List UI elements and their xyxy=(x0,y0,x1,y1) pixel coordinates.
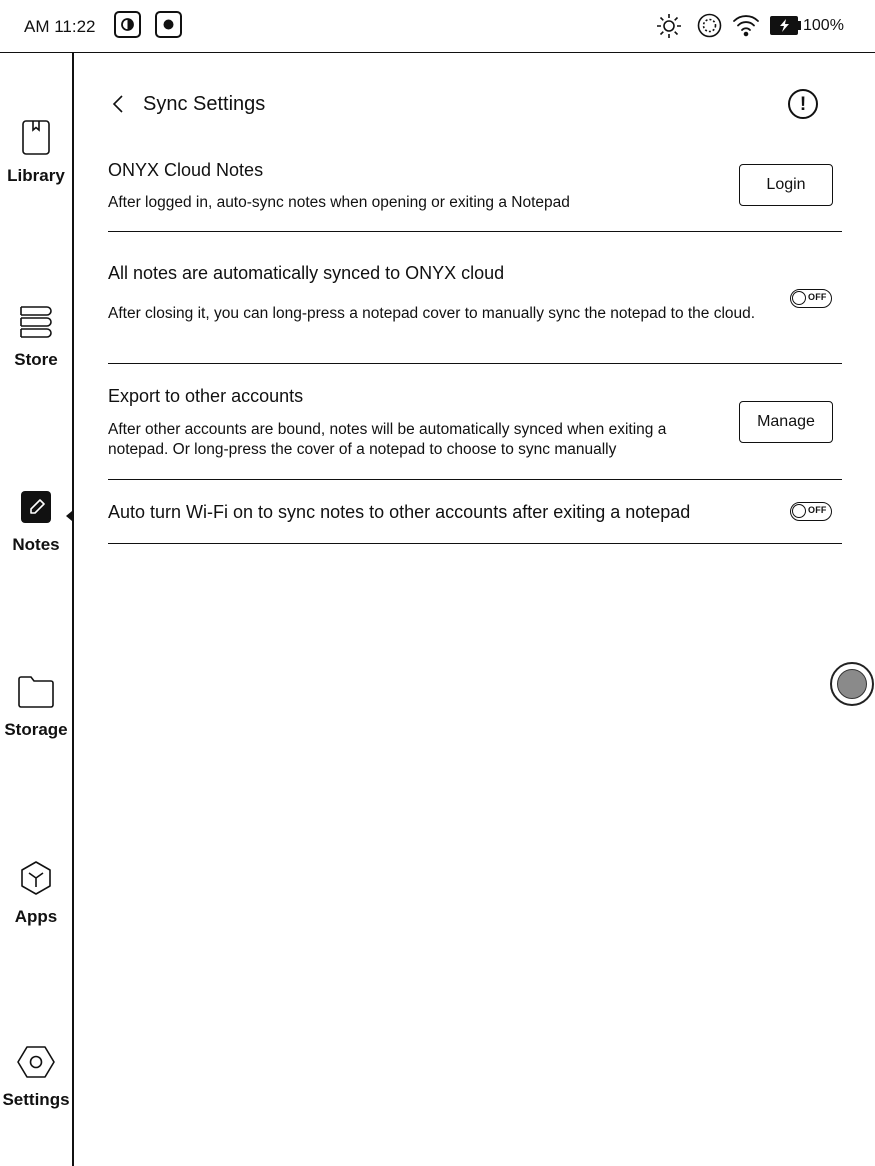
sidebar-label-library: Library xyxy=(7,166,65,185)
settings-icon xyxy=(0,1045,72,1084)
divider xyxy=(108,363,842,364)
sidebar-label-store: Store xyxy=(14,350,58,369)
active-item-pointer xyxy=(66,511,72,521)
sidebar-item-apps[interactable] xyxy=(0,860,72,927)
sidebar-item-store[interactable] xyxy=(0,305,72,370)
sidebar-label-apps: Apps xyxy=(14,907,58,926)
folder-icon xyxy=(0,675,72,714)
sidebar-label-notes: Notes xyxy=(12,535,60,554)
auto-wifi-title: Auto turn Wi-Fi on to sync notes to other accounts after exiting a notepad xyxy=(108,502,691,522)
sidebar-label-settings: Settings xyxy=(2,1090,70,1109)
auto-sync-description: After closing it, you can long-press a notepad cover to manually sync the notepad to the cloud. xyxy=(108,305,756,322)
sidebar-item-notes[interactable] xyxy=(0,490,72,555)
sidebar-item-storage[interactable] xyxy=(0,675,72,740)
auto-sync-title: All notes are automatically synced to ONYX cloud xyxy=(108,263,505,283)
export-accounts-title: Export to other accounts xyxy=(108,386,304,406)
status-time: AM 11:22 xyxy=(24,17,96,36)
auto-sync-toggle[interactable] xyxy=(790,289,832,308)
floating-ball-button[interactable] xyxy=(830,662,874,706)
toggle-knob xyxy=(792,291,806,305)
sidebar xyxy=(0,53,74,1166)
refresh-mode-icon[interactable] xyxy=(696,12,723,44)
toggle-state-label: OFF xyxy=(808,292,827,302)
contrast-mode-icon[interactable] xyxy=(114,11,141,38)
auto-wifi-toggle[interactable] xyxy=(790,502,832,521)
divider xyxy=(108,479,842,480)
book-icon xyxy=(0,119,72,160)
store-icon xyxy=(0,305,72,344)
info-icon[interactable]: ! xyxy=(788,89,818,119)
cloud-notes-description: After logged in, auto-sync notes when opening or exiting a Notepad xyxy=(108,194,570,211)
divider xyxy=(108,543,842,544)
floating-ball-icon xyxy=(837,669,867,699)
toggle-knob xyxy=(792,504,806,518)
wifi-icon[interactable] xyxy=(731,12,761,44)
cloud-notes-title: ONYX Cloud Notes xyxy=(108,160,264,180)
page-title: Sync Settings xyxy=(143,93,266,115)
apps-icon xyxy=(0,860,72,901)
status-bar xyxy=(0,0,875,53)
battery-charging-icon xyxy=(769,15,802,41)
record-icon[interactable] xyxy=(155,11,182,38)
sidebar-label-storage: Storage xyxy=(4,720,68,739)
sidebar-item-library[interactable] xyxy=(0,119,72,186)
toggle-state-label: OFF xyxy=(808,505,827,515)
battery-level: 100% xyxy=(803,17,844,34)
back-button[interactable] xyxy=(108,92,130,116)
divider xyxy=(108,231,842,232)
login-button[interactable]: Login xyxy=(739,164,833,206)
notes-icon xyxy=(0,490,72,529)
chevron-left-icon xyxy=(108,92,130,116)
brightness-icon[interactable] xyxy=(655,12,683,45)
sidebar-item-settings[interactable] xyxy=(0,1045,72,1110)
export-accounts-description: After other accounts are bound, notes will be automatically synced when exiting a notepad. Or long-press the cover of a notepad to choose to sync manually xyxy=(108,421,667,458)
manage-button[interactable]: Manage xyxy=(739,401,833,443)
